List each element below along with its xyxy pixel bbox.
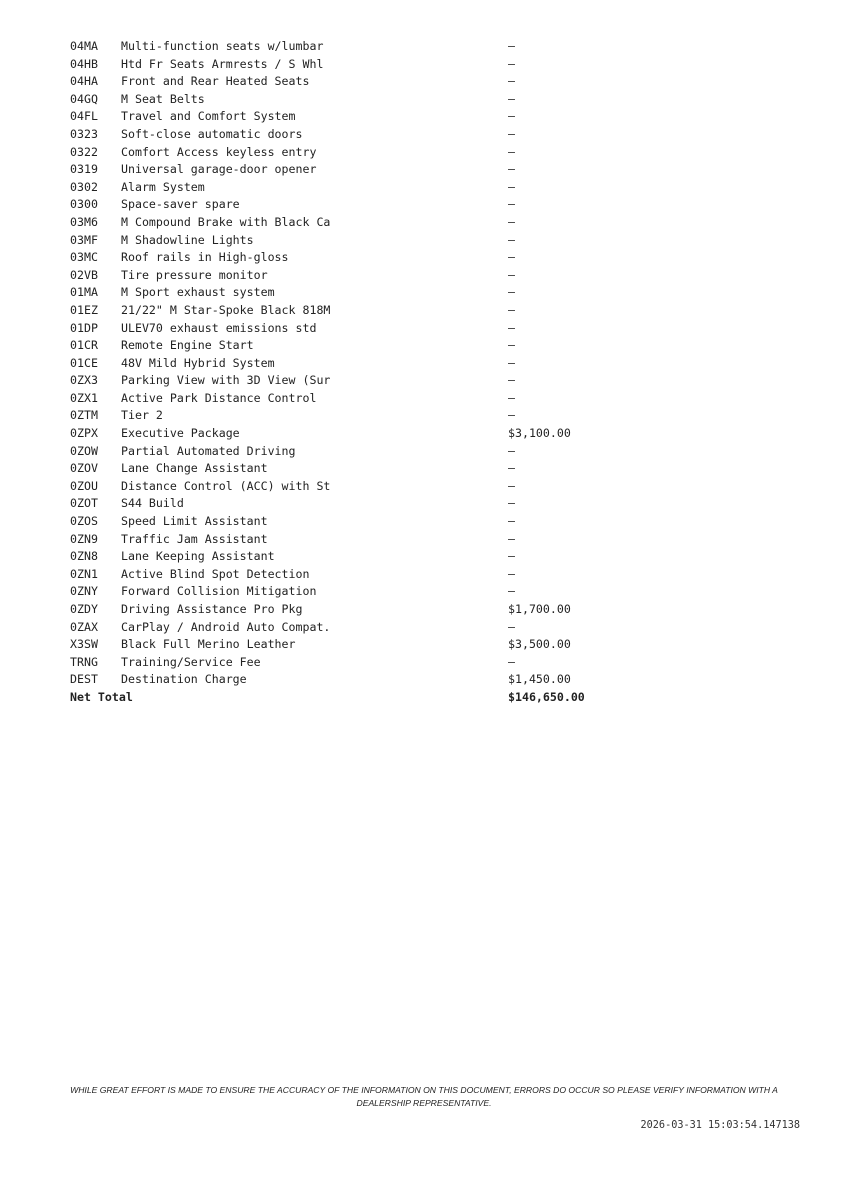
option-description: S44 Build (121, 496, 184, 511)
option-code: 0ZDY (70, 602, 98, 616)
option-row (70, 337, 610, 355)
option-price: — (508, 584, 515, 599)
option-code: 01CR (70, 338, 98, 353)
option-code: 01EZ (70, 302, 98, 317)
option-description: Front and Rear Heated Seats (121, 74, 310, 89)
option-description: Forward Collision Mitigation (121, 584, 317, 599)
option-row (70, 654, 610, 672)
option-price: $1,700.00 (508, 602, 571, 616)
option-price: — (508, 214, 515, 229)
option-description: Driving Assistance Pro Pkg (121, 602, 303, 616)
option-row (70, 636, 610, 654)
option-code: 0323 (70, 126, 98, 141)
option-description: 21/22" M Star-Spoke Black 818M (121, 302, 331, 317)
option-description: Multi-function seats w/lumbar (121, 39, 324, 53)
option-code: X3SW (70, 637, 98, 652)
option-code: 04HB (70, 56, 98, 71)
option-code: 0ZOT (70, 496, 98, 511)
option-price: — (508, 285, 515, 300)
option-price: — (508, 91, 515, 106)
option-code: TRNG (70, 654, 98, 669)
option-description: Executive Package (121, 426, 240, 441)
option-row (70, 495, 610, 513)
option-code: 0300 (70, 197, 98, 212)
option-row (70, 355, 610, 373)
option-row (70, 214, 610, 232)
option-row (70, 284, 610, 302)
option-code: 0ZOS (70, 514, 98, 529)
option-code: 0ZOV (70, 461, 98, 476)
option-description: Lane Keeping Assistant (121, 549, 275, 564)
option-description: Tire pressure monitor (121, 267, 268, 282)
option-row (70, 91, 610, 109)
option-description: M Seat Belts (121, 91, 205, 106)
option-row (70, 38, 610, 56)
option-price: $3,100.00 (508, 426, 571, 441)
option-description: M Sport exhaust system (121, 285, 275, 300)
option-row (70, 601, 610, 619)
option-price: — (508, 566, 515, 581)
option-code: 0302 (70, 179, 98, 194)
option-description: Alarm System (121, 179, 205, 194)
option-price: — (508, 109, 515, 124)
option-row (70, 179, 610, 197)
option-description: 48V Mild Hybrid System (121, 355, 275, 370)
option-price: — (508, 654, 515, 669)
option-price: — (508, 197, 515, 212)
option-row (70, 390, 610, 408)
option-code: 0319 (70, 162, 98, 177)
options-list (70, 38, 610, 689)
option-price: — (508, 496, 515, 511)
option-row (70, 73, 610, 91)
option-code: 04HA (70, 74, 98, 89)
option-code: 04FL (70, 109, 98, 124)
option-description: Lane Change Assistant (121, 461, 268, 476)
option-price: — (508, 126, 515, 141)
option-description: Remote Engine Start (121, 338, 254, 353)
option-price: — (508, 302, 515, 317)
option-description: Active Park Distance Control (121, 390, 317, 405)
option-description: Black Full Merino Leather (121, 637, 296, 652)
option-row (70, 320, 610, 338)
option-price: — (508, 390, 515, 405)
option-price: — (508, 56, 515, 71)
option-price: — (508, 443, 515, 458)
option-price: — (508, 619, 515, 634)
option-price: — (508, 531, 515, 546)
option-row (70, 478, 610, 496)
option-code: 0ZAX (70, 619, 98, 634)
option-code: 01MA (70, 285, 98, 300)
option-code: 01DP (70, 320, 98, 335)
option-code: 0322 (70, 144, 98, 159)
option-row (70, 425, 610, 443)
option-price: — (508, 144, 515, 159)
option-description: Speed Limit Assistant (121, 514, 268, 529)
option-row (70, 460, 610, 478)
option-code: 03MF (70, 232, 98, 247)
option-price: — (508, 355, 515, 370)
option-row (70, 56, 610, 74)
option-description: Distance Control (ACC) with St (121, 478, 331, 493)
option-code: DEST (70, 672, 98, 687)
option-description: Parking View with 3D View (Sur (121, 373, 331, 388)
option-code: 01CE (70, 355, 98, 370)
option-code: 0ZX3 (70, 373, 98, 388)
option-description: M Compound Brake with Black Ca (121, 214, 331, 229)
option-row (70, 566, 610, 584)
option-row (70, 126, 610, 144)
option-code: 03M6 (70, 214, 98, 229)
option-description: Training/Service Fee (121, 654, 261, 669)
option-code: 0ZNY (70, 584, 98, 599)
option-description: Space-saver spare (121, 197, 240, 212)
option-price: — (508, 549, 515, 564)
option-code: 0ZN1 (70, 566, 98, 581)
option-price: $1,450.00 (508, 672, 571, 687)
option-row (70, 531, 610, 549)
option-row (70, 108, 610, 126)
options-table (70, 38, 610, 707)
option-description: Tier 2 (121, 408, 163, 423)
option-price: — (508, 514, 515, 529)
option-price: — (508, 74, 515, 89)
option-row (70, 249, 610, 267)
net-total-value: $146,650.00 (508, 689, 585, 704)
option-row (70, 671, 610, 689)
option-price: — (508, 338, 515, 353)
disclaimer-text: WHILE GREAT EFFORT IS MADE TO ENSURE THE ACCURACY OF THE INFORMATION ON THIS DOCUMENT, ERRORS DO OCCUR SO PLEASE VERIFY INFORMATION WITH A DEALERSHIP REPRESENTATIVE. (70, 1085, 778, 1108)
option-price: — (508, 232, 515, 247)
option-price: — (508, 373, 515, 388)
timestamp: 2026-03-31 15:03:54.147138 (640, 1120, 800, 1131)
option-description: Traffic Jam Assistant (121, 531, 268, 546)
option-description: Destination Charge (121, 672, 247, 687)
option-description: CarPlay / Android Auto Compat. (121, 619, 331, 634)
option-row (70, 443, 610, 461)
option-code: 0ZN9 (70, 531, 98, 546)
option-code: 0ZX1 (70, 390, 98, 405)
option-code: 0ZOW (70, 443, 98, 458)
option-code: 0ZPX (70, 426, 98, 441)
option-code: 04MA (70, 39, 98, 53)
option-price: — (508, 250, 515, 265)
option-description: Soft-close automatic doors (121, 126, 303, 141)
option-row (70, 583, 610, 601)
option-row (70, 619, 610, 637)
option-row (70, 161, 610, 179)
option-code: 04GQ (70, 91, 98, 106)
option-price: — (508, 267, 515, 282)
option-description: Htd Fr Seats Armrests / S Whl (121, 56, 324, 71)
option-price: — (508, 39, 515, 53)
option-description: Partial Automated Driving (121, 443, 296, 458)
option-description: Active Blind Spot Detection (121, 566, 310, 581)
option-row (70, 407, 610, 425)
option-description: Comfort Access keyless entry (121, 144, 317, 159)
option-row (70, 144, 610, 162)
option-description: Travel and Comfort System (121, 109, 296, 124)
option-code: 03MC (70, 250, 98, 265)
option-code: 0ZN8 (70, 549, 98, 564)
option-row (70, 548, 610, 566)
option-price: — (508, 320, 515, 335)
option-description: ULEV70 exhaust emissions std (121, 320, 317, 335)
option-code: 0ZOU (70, 478, 98, 493)
option-row (70, 302, 610, 320)
option-price: — (508, 179, 515, 194)
option-row (70, 232, 610, 250)
option-price: $3,500.00 (508, 637, 571, 652)
option-description: Universal garage-door opener (121, 162, 317, 177)
option-description: Roof rails in High-gloss (121, 250, 289, 265)
option-row (70, 267, 610, 285)
option-price: — (508, 162, 515, 177)
option-code: 0ZTM (70, 408, 98, 423)
option-description: M Shadowline Lights (121, 232, 254, 247)
net-total-label: Net Total (70, 689, 133, 704)
option-price: — (508, 408, 515, 423)
option-row (70, 513, 610, 531)
option-row (70, 196, 610, 214)
option-row (70, 372, 610, 390)
net-total-row (70, 689, 610, 707)
option-price: — (508, 461, 515, 476)
option-price: — (508, 478, 515, 493)
option-code: 02VB (70, 267, 98, 282)
